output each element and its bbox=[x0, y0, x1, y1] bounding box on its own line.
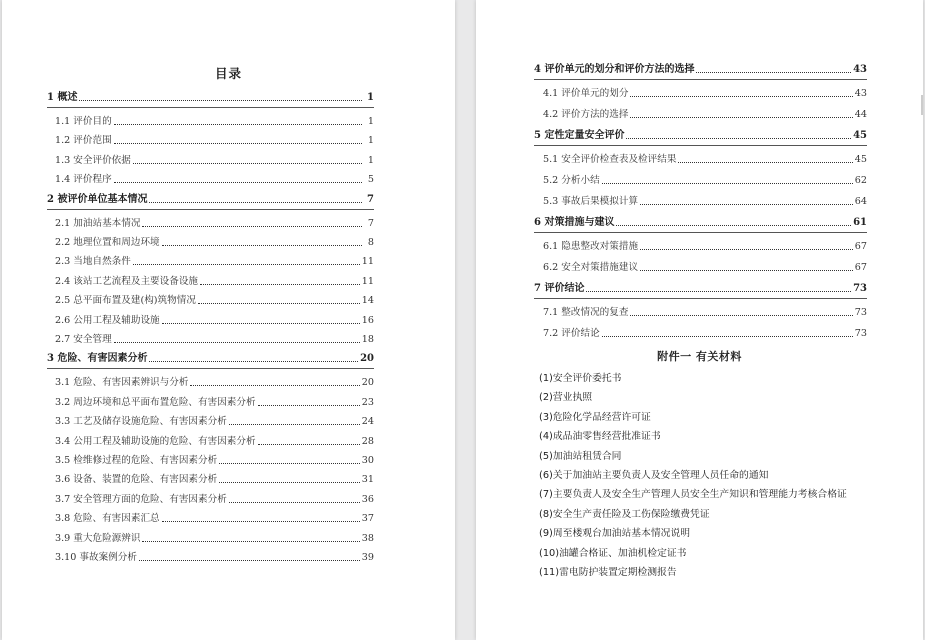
toc-entry-label: 6.1 隐患整改对策措施 bbox=[543, 241, 639, 252]
toc-chapter-entry[interactable] bbox=[534, 63, 867, 77]
toc-leader-dots bbox=[114, 333, 360, 343]
toc-page-number: 1 bbox=[367, 135, 374, 147]
toc-leader-dots bbox=[114, 134, 362, 144]
toc-page-number: 7 bbox=[367, 193, 374, 205]
toc-section-entry[interactable] bbox=[55, 255, 374, 269]
annex-list-item: (7)主要负责人及安全生产管理人员安全生产知识和管理能力考核合格证 bbox=[539, 489, 847, 501]
annex-list-item: (10)油罐合格证、加油机检定证书 bbox=[539, 547, 687, 559]
toc-leader-dots bbox=[229, 493, 360, 503]
annex-list-item: (2)营业执照 bbox=[539, 392, 593, 404]
toc-page-number: 44 bbox=[854, 109, 867, 120]
toc-entry-label: 5 定性定量安全评价 bbox=[534, 130, 625, 141]
toc-entry-label: 5.1 安全评价检查表及检评结果 bbox=[543, 154, 677, 165]
toc-entry-label: 2.6 公用工程及辅助设施 bbox=[55, 314, 160, 326]
annex-list-item: (5)加油站租赁合同 bbox=[539, 450, 622, 462]
toc-leader-dots bbox=[133, 154, 362, 164]
toc-leader-dots bbox=[142, 217, 362, 227]
toc-entry-label: 3.5 检维修过程的危险、有害因素分析 bbox=[55, 455, 218, 466]
toc-leader-dots bbox=[133, 255, 360, 265]
toc-page-number: 45 bbox=[853, 130, 867, 141]
toc-section-entry[interactable] bbox=[543, 327, 867, 341]
toc-entry-label: 7.1 整改情况的复查 bbox=[543, 307, 629, 318]
toc-section-entry[interactable] bbox=[55, 173, 374, 187]
toc-page-number: 23 bbox=[361, 396, 374, 408]
toc-leader-dots bbox=[640, 195, 853, 205]
toc-leader-dots bbox=[630, 306, 852, 316]
toc-entry-label: 7 评价结论 bbox=[534, 283, 585, 294]
toc-leader-dots bbox=[162, 512, 360, 522]
toc-entry-label: 3.2 周边环境和总平面布置危险、有害因素分析 bbox=[55, 396, 256, 408]
toc-section-entry[interactable] bbox=[543, 174, 867, 188]
toc-entry-label: 2 被评价单位基本情况 bbox=[47, 193, 148, 205]
toc-leader-dots bbox=[79, 91, 362, 101]
chapter-divider bbox=[47, 107, 374, 108]
toc-entry-label: 3.3 工艺及储存设施危险、有害因素分析 bbox=[55, 416, 227, 428]
toc-page-number: 5 bbox=[367, 174, 374, 186]
toc-page-number: 11 bbox=[361, 275, 374, 287]
annex-list-item: (1)安全评价委托书 bbox=[539, 373, 622, 384]
toc-leader-dots bbox=[162, 236, 362, 246]
toc-section-entry[interactable] bbox=[543, 195, 867, 209]
toc-chapter-entry[interactable] bbox=[47, 91, 374, 105]
toc-section-entry[interactable] bbox=[55, 415, 374, 429]
toc-section-entry[interactable] bbox=[55, 333, 374, 347]
document-page-left bbox=[2, 0, 455, 640]
toc-title: 目录 bbox=[214, 66, 242, 81]
toc-entry-label: 3.4 公用工程及辅助设施的危险、有害因素分析 bbox=[55, 435, 256, 447]
toc-page-number: 43 bbox=[854, 88, 867, 99]
toc-entry-label: 3.7 安全管理方面的危险、有害因素分析 bbox=[55, 493, 227, 505]
toc-page-number: 38 bbox=[361, 532, 374, 544]
toc-leader-dots bbox=[200, 275, 360, 285]
toc-leader-dots bbox=[616, 216, 851, 226]
toc-page-number: 20 bbox=[361, 377, 374, 389]
toc-section-entry[interactable] bbox=[55, 493, 374, 507]
toc-leader-dots bbox=[114, 115, 362, 125]
chapter-divider bbox=[47, 368, 374, 369]
scrollbar-thumb[interactable] bbox=[921, 95, 923, 115]
annex-list-item: (11)雷电防护装置定期检测报告 bbox=[539, 567, 677, 578]
chapter-divider bbox=[534, 145, 867, 146]
toc-page-number: 28 bbox=[361, 435, 374, 447]
toc-entry-label: 3.1 危险、有害因素辨识与分析 bbox=[55, 377, 189, 389]
toc-leader-dots bbox=[602, 327, 853, 337]
toc-section-entry[interactable] bbox=[55, 275, 374, 289]
toc-page-number: 45 bbox=[854, 154, 867, 165]
toc-section-entry[interactable] bbox=[55, 294, 374, 308]
toc-leader-dots bbox=[640, 261, 853, 271]
toc-leader-dots bbox=[586, 282, 851, 292]
toc-entry-label: 2.4 该站工艺流程及主要设备设施 bbox=[55, 275, 199, 287]
toc-page-number: 11 bbox=[361, 256, 374, 268]
toc-page-number: 43 bbox=[853, 64, 867, 75]
toc-leader-dots bbox=[229, 415, 360, 425]
toc-section-entry[interactable] bbox=[55, 217, 374, 231]
toc-leader-dots bbox=[190, 376, 359, 386]
toc-chapter-entry[interactable] bbox=[47, 352, 374, 366]
toc-page-number: 30 bbox=[361, 455, 374, 466]
toc-page-number: 73 bbox=[854, 328, 867, 339]
toc-page-number: 20 bbox=[360, 353, 374, 365]
toc-section-entry[interactable] bbox=[55, 154, 374, 168]
toc-leader-dots bbox=[602, 174, 853, 184]
toc-entry-label: 1.2 评价范围 bbox=[55, 135, 112, 147]
toc-leader-dots bbox=[219, 473, 360, 483]
toc-leader-dots bbox=[219, 454, 360, 464]
toc-page-number: 73 bbox=[854, 307, 867, 318]
chapter-divider bbox=[47, 209, 374, 210]
toc-section-entry[interactable] bbox=[55, 396, 374, 410]
toc-entry-label: 5.2 分析小结 bbox=[543, 175, 600, 186]
toc-entry-label: 3.10 事故案例分析 bbox=[55, 552, 137, 563]
toc-entry-label: 2.1 加油站基本情况 bbox=[55, 217, 141, 229]
toc-page-number: 8 bbox=[367, 237, 374, 248]
toc-page-number: 1 bbox=[367, 92, 374, 103]
toc-entry-label: 7.2 评价结论 bbox=[543, 328, 600, 339]
document-page-right bbox=[476, 0, 923, 640]
toc-page-number: 31 bbox=[361, 474, 374, 486]
toc-entry-label: 3 危险、有害因素分析 bbox=[47, 353, 148, 365]
toc-section-entry[interactable] bbox=[543, 261, 867, 275]
toc-section-entry[interactable] bbox=[543, 87, 867, 101]
toc-page-number: 39 bbox=[361, 552, 374, 563]
toc-section-entry[interactable] bbox=[543, 108, 867, 122]
toc-section-entry[interactable] bbox=[543, 306, 867, 320]
toc-section-entry[interactable] bbox=[55, 551, 374, 565]
toc-page-number: 64 bbox=[854, 196, 867, 207]
toc-leader-dots bbox=[162, 314, 360, 324]
toc-entry-label: 1.3 安全评价依据 bbox=[55, 154, 131, 166]
toc-page-number: 37 bbox=[361, 513, 374, 525]
toc-page-number: 73 bbox=[853, 283, 867, 294]
toc-leader-dots bbox=[626, 129, 851, 139]
toc-entry-label: 2.2 地理位置和周边环境 bbox=[55, 237, 160, 248]
toc-leader-dots bbox=[630, 108, 852, 118]
toc-entry-label: 2.3 当地自然条件 bbox=[55, 256, 131, 268]
toc-leader-dots bbox=[696, 63, 851, 73]
chapter-divider bbox=[534, 232, 867, 233]
toc-page-number: 61 bbox=[853, 217, 867, 228]
toc-leader-dots bbox=[114, 173, 362, 183]
toc-section-entry[interactable] bbox=[55, 376, 374, 390]
annex-list-item: (9)周至楼观台加油站基本情况说明 bbox=[539, 528, 691, 540]
chapter-divider bbox=[534, 298, 867, 299]
toc-leader-dots bbox=[258, 435, 360, 445]
toc-section-entry[interactable] bbox=[55, 532, 374, 546]
toc-section-entry[interactable] bbox=[55, 454, 374, 468]
chapter-divider bbox=[534, 79, 867, 80]
toc-leader-dots bbox=[139, 551, 360, 561]
toc-section-entry[interactable] bbox=[55, 435, 374, 449]
toc-entry-label: 3.8 危险、有害因素汇总 bbox=[55, 513, 160, 525]
toc-page-number: 67 bbox=[854, 262, 867, 273]
toc-entry-label: 2.7 安全管理 bbox=[55, 334, 112, 345]
toc-section-entry[interactable] bbox=[55, 512, 374, 526]
toc-leader-dots bbox=[149, 193, 362, 203]
toc-entry-label: 5.3 事故后果模拟计算 bbox=[543, 196, 639, 207]
toc-page-number: 24 bbox=[361, 416, 374, 428]
toc-page-number: 18 bbox=[361, 334, 374, 345]
toc-leader-dots bbox=[258, 396, 360, 406]
toc-entry-label: 3.6 设备、装置的危险、有害因素分析 bbox=[55, 474, 218, 486]
toc-leader-dots bbox=[640, 240, 853, 250]
toc-entry-label: 4.1 评价单元的划分 bbox=[543, 88, 629, 99]
toc-section-entry[interactable] bbox=[543, 240, 867, 254]
annex-list-item: (3)危险化学品经营许可证 bbox=[539, 411, 651, 423]
toc-page-number: 62 bbox=[854, 175, 867, 186]
toc-chapter-entry[interactable] bbox=[534, 282, 867, 296]
toc-page-number: 14 bbox=[361, 295, 374, 307]
toc-entry-label: 3.9 重大危险源辨识 bbox=[55, 532, 141, 544]
toc-leader-dots bbox=[630, 87, 852, 97]
toc-chapter-entry[interactable] bbox=[534, 216, 867, 230]
toc-page-number: 7 bbox=[367, 217, 374, 229]
toc-page-number: 36 bbox=[361, 493, 374, 505]
toc-page-number: 67 bbox=[854, 241, 867, 252]
toc-leader-dots bbox=[142, 532, 359, 542]
annex-list-item: (6)关于加油站主要负责人及安全管理人员任命的通知 bbox=[539, 470, 769, 481]
annex-title: 附件一 有关材料 bbox=[657, 350, 742, 363]
toc-entry-label: 2.5 总平面布置及建(构)筑物情况 bbox=[55, 295, 196, 307]
toc-page-number: 1 bbox=[367, 154, 374, 166]
toc-section-entry[interactable] bbox=[55, 115, 374, 129]
toc-entry-label: 6.2 安全对策措施建议 bbox=[543, 262, 639, 273]
toc-entry-label: 1.4 评价程序 bbox=[55, 174, 112, 186]
toc-leader-dots bbox=[198, 294, 360, 304]
toc-section-entry[interactable] bbox=[55, 314, 374, 328]
toc-section-entry[interactable] bbox=[55, 473, 374, 487]
toc-entry-label: 6 对策措施与建议 bbox=[534, 217, 615, 228]
toc-entry-label: 4.2 评价方法的选择 bbox=[543, 109, 629, 120]
toc-chapter-entry[interactable] bbox=[47, 193, 374, 207]
toc-section-entry[interactable] bbox=[543, 153, 867, 167]
toc-leader-dots bbox=[149, 352, 358, 362]
toc-section-entry[interactable] bbox=[55, 236, 374, 250]
toc-page-number: 1 bbox=[367, 116, 374, 127]
toc-entry-label: 4 评价单元的划分和评价方法的选择 bbox=[534, 64, 695, 75]
toc-chapter-entry[interactable] bbox=[534, 129, 867, 143]
toc-section-entry[interactable] bbox=[55, 134, 374, 148]
toc-leader-dots bbox=[678, 153, 852, 163]
toc-page-number: 16 bbox=[361, 314, 374, 326]
toc-entry-label: 1 概述 bbox=[47, 92, 78, 103]
annex-list-item: (8)安全生产责任险及工伤保险缴费凭证 bbox=[539, 508, 710, 520]
toc-entry-label: 1.1 评价目的 bbox=[55, 116, 112, 127]
annex-list-item: (4)成品油零售经营批准证书 bbox=[539, 431, 661, 443]
